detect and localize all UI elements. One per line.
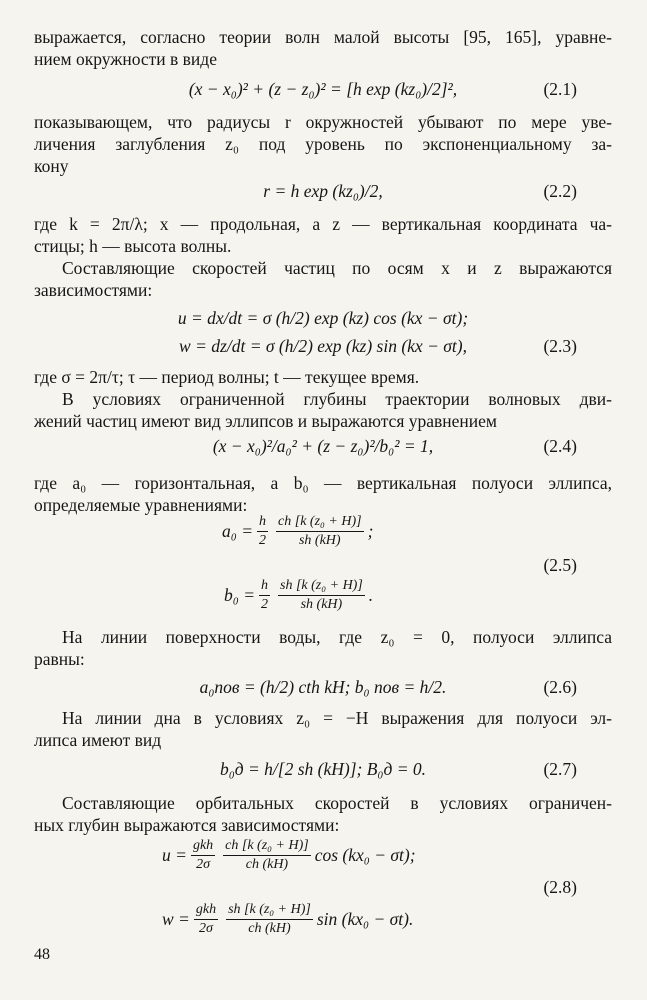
text-line: выражается, согласно теории волн малой высоты [95, 165], уравне-	[34, 27, 612, 47]
text-line: липса имеют вид	[34, 730, 162, 750]
equation-number: (2.4)	[543, 436, 577, 456]
equation-body: a₀пов = (h/2) cth kH; b₀ пов = h/2.	[199, 677, 447, 697]
denominator: sh (kH)	[300, 597, 343, 612]
equation-number: (2.1)	[543, 79, 577, 99]
equation-body: r = h exp (kz₀)/2,	[263, 181, 383, 201]
equation-2-4	[34, 433, 612, 459]
denominator: 2	[261, 597, 269, 612]
text-line: показывающем, что радиусы r окружностей убывают по мере уве-	[34, 112, 612, 132]
text-line: Составляющие орбитальных скоростей в условиях ограничен-	[62, 793, 612, 813]
fraction	[276, 514, 364, 549]
equation-2-3b	[34, 333, 612, 359]
fraction	[257, 514, 268, 549]
text-line: определяемые уравнениями:	[34, 495, 248, 515]
equation-lhs: u =	[162, 845, 187, 865]
text-line: На линии дна в условиях z₀ = −H выражения для полуоси эл-	[62, 708, 612, 728]
numerator: sh [k (z₀ + H)]	[226, 902, 313, 920]
equation-number: (2.7)	[543, 759, 577, 779]
numerator: h	[257, 514, 268, 532]
fraction	[194, 902, 218, 937]
denominator: 2	[259, 533, 267, 548]
numerator: h	[259, 578, 270, 596]
text-line: где k = 2π/λ; x — продольная, а z — вертикальная координата ча-	[34, 214, 612, 234]
equation-lhs: a₀ =	[222, 521, 254, 541]
equation-end: ;	[367, 521, 374, 541]
equation-number: (2.6)	[543, 677, 577, 697]
fraction	[191, 838, 215, 873]
text-line: нием окружности в виде	[34, 49, 217, 69]
numerator: gkh	[194, 902, 218, 920]
text-line: равны:	[34, 649, 85, 669]
text-line: стицы; h — высота волны.	[34, 236, 232, 256]
numerator: sh [k (z₀ + H)]	[278, 578, 365, 596]
equation-end: sin (kx₀ − σt).	[316, 909, 414, 929]
equation-lhs: w =	[162, 909, 190, 929]
text-line: кону	[34, 156, 69, 176]
equation-2-5b	[224, 578, 373, 613]
text-line: В условиях ограниченной глубины траектории волновых дви-	[62, 389, 612, 409]
equation-body: w = dz/dt = σ (h/2) exp (kz) sin (kx − σt),	[179, 336, 467, 356]
equation-number: (2.5)	[543, 555, 577, 575]
fraction	[259, 578, 270, 613]
equation-body: (x − x₀)²/a₀² + (z − z₀)²/b₀² = 1,	[212, 436, 434, 456]
text-line: личения заглубления z₀ под уровень по экспоненциальному за-	[34, 134, 612, 154]
equation-2-1	[34, 76, 612, 102]
equation-end: .	[368, 585, 374, 605]
text-line: На линии поверхности воды, где z₀ = 0, полуоси эллипса	[62, 627, 612, 647]
denominator: ch (kH)	[245, 857, 289, 872]
equation-body: b₀д = h/[2 sh (kH)]; B₀д = 0.	[219, 759, 427, 779]
denominator: 2σ	[199, 921, 213, 936]
equation-2-5a	[222, 514, 373, 549]
numerator: ch [k (z₀ + H)]	[276, 514, 364, 532]
equation-end: cos (kx₀ − σt);	[314, 845, 416, 865]
denominator: ch (kH)	[248, 921, 291, 936]
fraction	[223, 838, 311, 873]
equation-2-3a	[34, 305, 612, 331]
equation-2-8-number	[34, 874, 612, 900]
text-line: зависимостями:	[34, 280, 153, 300]
text-line: где σ = 2π/τ; τ — период волны; t — текущее время.	[34, 367, 420, 387]
denominator: 2σ	[196, 857, 210, 872]
text-line: жений частиц имеют вид эллипсов и выражаются уравнением	[34, 411, 497, 431]
fraction	[226, 902, 313, 937]
numerator: ch [k (z₀ + H)]	[223, 838, 311, 856]
equation-2-8b	[162, 902, 413, 937]
denominator: sh (kH)	[298, 533, 341, 548]
equation-lhs: b₀ =	[224, 585, 256, 605]
equation-body: (x − x₀)² + (z − z₀)² = [h exp (kz₀)/2]²,	[188, 79, 458, 99]
equation-2-8a	[162, 838, 416, 873]
equation-body: u = dx/dt = σ (h/2) exp (kz) cos (kx − σt);	[177, 308, 469, 328]
equation-2-7	[34, 756, 612, 782]
equation-number: (2.3)	[543, 336, 577, 356]
fraction	[278, 578, 365, 613]
page-number: 48	[34, 946, 50, 963]
text-line: Составляющие скоростей частиц по осям x и z выражаются	[62, 258, 612, 278]
text-line: где a₀ — горизонтальная, а b₀ — вертикальная полуоси эллипса,	[34, 473, 612, 493]
equation-number: (2.8)	[543, 877, 577, 897]
equation-2-5-number	[34, 552, 612, 578]
text-line: ных глубин выражаются зависимостями:	[34, 815, 340, 835]
equation-2-2	[34, 178, 612, 204]
equation-number: (2.2)	[543, 181, 577, 201]
equation-2-6	[34, 674, 612, 700]
numerator: gkh	[191, 838, 215, 856]
